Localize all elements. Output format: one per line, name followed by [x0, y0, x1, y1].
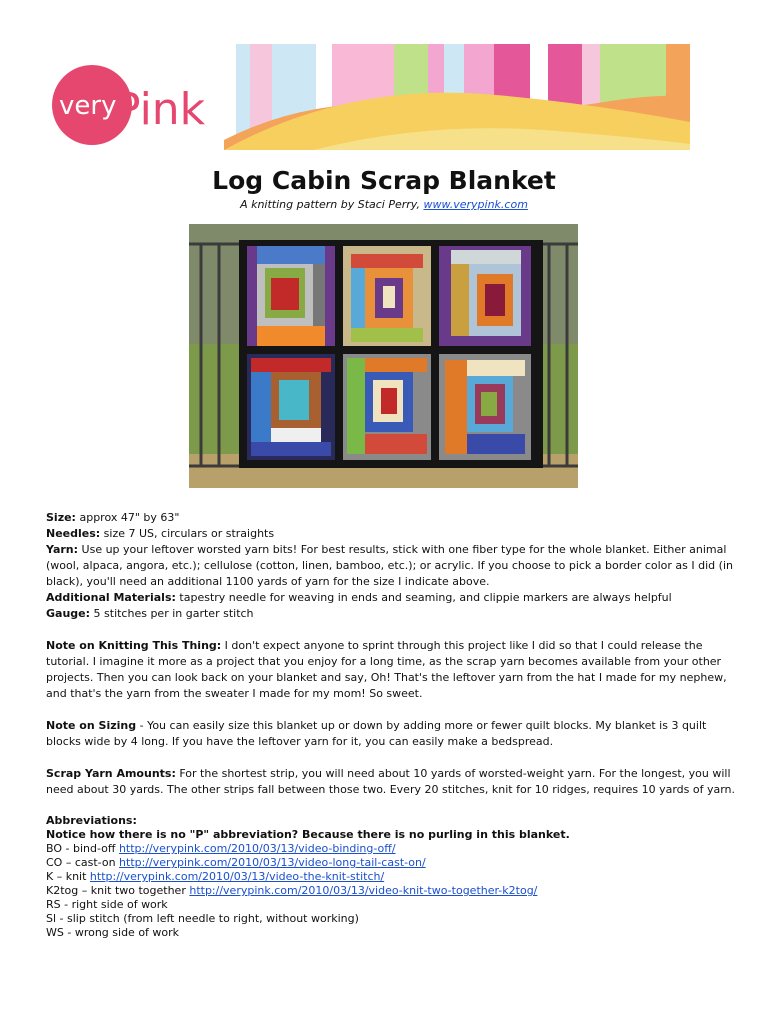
specs-section — [46, 510, 736, 622]
blanket-photo — [189, 224, 578, 488]
website-link[interactable]: www.verypink.com — [423, 198, 528, 211]
spec-yarn: Yarn: Use up your leftover worsted yarn bits! For best results, stick with one fiber type for the whole blanket. Either animal (wool, alpaca, angora, etc.); cellulose (cotton, linen, bamboo, etc.); or acrylic. If you choose to pick a border color as I did (in black), you'll need an additional 1100 yards of yarn for the size I indicate above. — [46, 543, 733, 588]
logo-text-pink: Pink — [114, 84, 206, 135]
abbr-item-sl: Sl - slip stitch (from left needle to right, without working) — [46, 912, 359, 925]
abbr-item-rs: RS - right side of work — [46, 898, 168, 911]
abbr-item-bo: BO - bind-off http://verypink.com/2010/03/13/video-binding-off/ — [46, 842, 396, 855]
abbr-item-k: K – knit http://verypink.com/2010/03/13/video-the-knit-stitch/ — [46, 870, 385, 883]
banner-waves — [224, 44, 690, 150]
abbreviations-heading: Abbreviations: — [46, 814, 137, 827]
link-binding-off[interactable]: http://verypink.com/2010/03/13/video-binding-off/ — [118, 842, 396, 855]
spec-size: Size: approx 47" by 63" — [46, 511, 180, 524]
abbreviations-section — [46, 814, 736, 940]
abbr-item-ws: WS - wrong side of work — [46, 926, 180, 939]
pattern-content — [46, 510, 736, 940]
link-cast-on[interactable]: http://verypink.com/2010/03/13/video-long-tail-cast-on/ — [119, 856, 426, 869]
abbreviations-notice: Notice how there is no "P" abbreviation? Because there is no purling in this blanket. — [46, 828, 570, 841]
spec-gauge: Gauge: 5 stitches per in garter stitch — [46, 607, 254, 620]
spec-needles: Needles: size 7 US, circulars or straights — [46, 527, 275, 540]
note-knitting: Note on Knitting This Thing: I don't expect anyone to sprint through this project like I did so that I could release the tutorial. I imagine it more as a project that you enjoy for a long time, as the scrap yarn becomes available from your other projects. Then you can look back on your blanket and say, Oh! That's the leftover yarn from the hat I made for my nephew, and that's the yarn from the sweater I made for my mom! So sweet. — [46, 639, 727, 700]
abbr-item-k2tog: K2tog – knit two together http://verypink.com/2010/03/13/video-knit-two-together-k2tog/ — [46, 884, 538, 897]
link-knit-stitch[interactable]: http://verypink.com/2010/03/13/video-the-knit-stitch/ — [89, 870, 385, 883]
spec-materials: Additional Materials: tapestry needle for weaving in ends and seaming, and clippie markers are always helpful — [46, 591, 672, 604]
subtitle — [0, 198, 768, 211]
note-sizing: Note on Sizing - You can easily size this blanket up or down by adding more or fewer quilt blocks. My blanket is 3 quilt blocks wide by 4 long. If you have the leftover yarn for it, you can easily make a bedspread. — [46, 719, 707, 748]
abbr-item-co: CO – cast-on http://verypink.com/2010/03/13/video-long-tail-cast-on/ — [46, 856, 426, 869]
subtitle-text: A knitting pattern by Staci Perry, — [240, 198, 424, 211]
verypink-logo — [50, 62, 230, 148]
link-k2tog[interactable]: http://verypink.com/2010/03/13/video-knit-two-together-k2tog/ — [189, 884, 538, 897]
note-scrap-yarn: Scrap Yarn Amounts: For the shortest strip, you will need about 10 yards of worsted-weight yarn. For the longest, you will need about 30 yards. The other strips fall between those two. Every 20 stitches, knit for 10 ridges, requires 10 yards of yarn. — [46, 767, 736, 796]
logo-text-very: very — [59, 91, 117, 121]
page-title: Log Cabin Scrap Blanket — [212, 166, 556, 195]
